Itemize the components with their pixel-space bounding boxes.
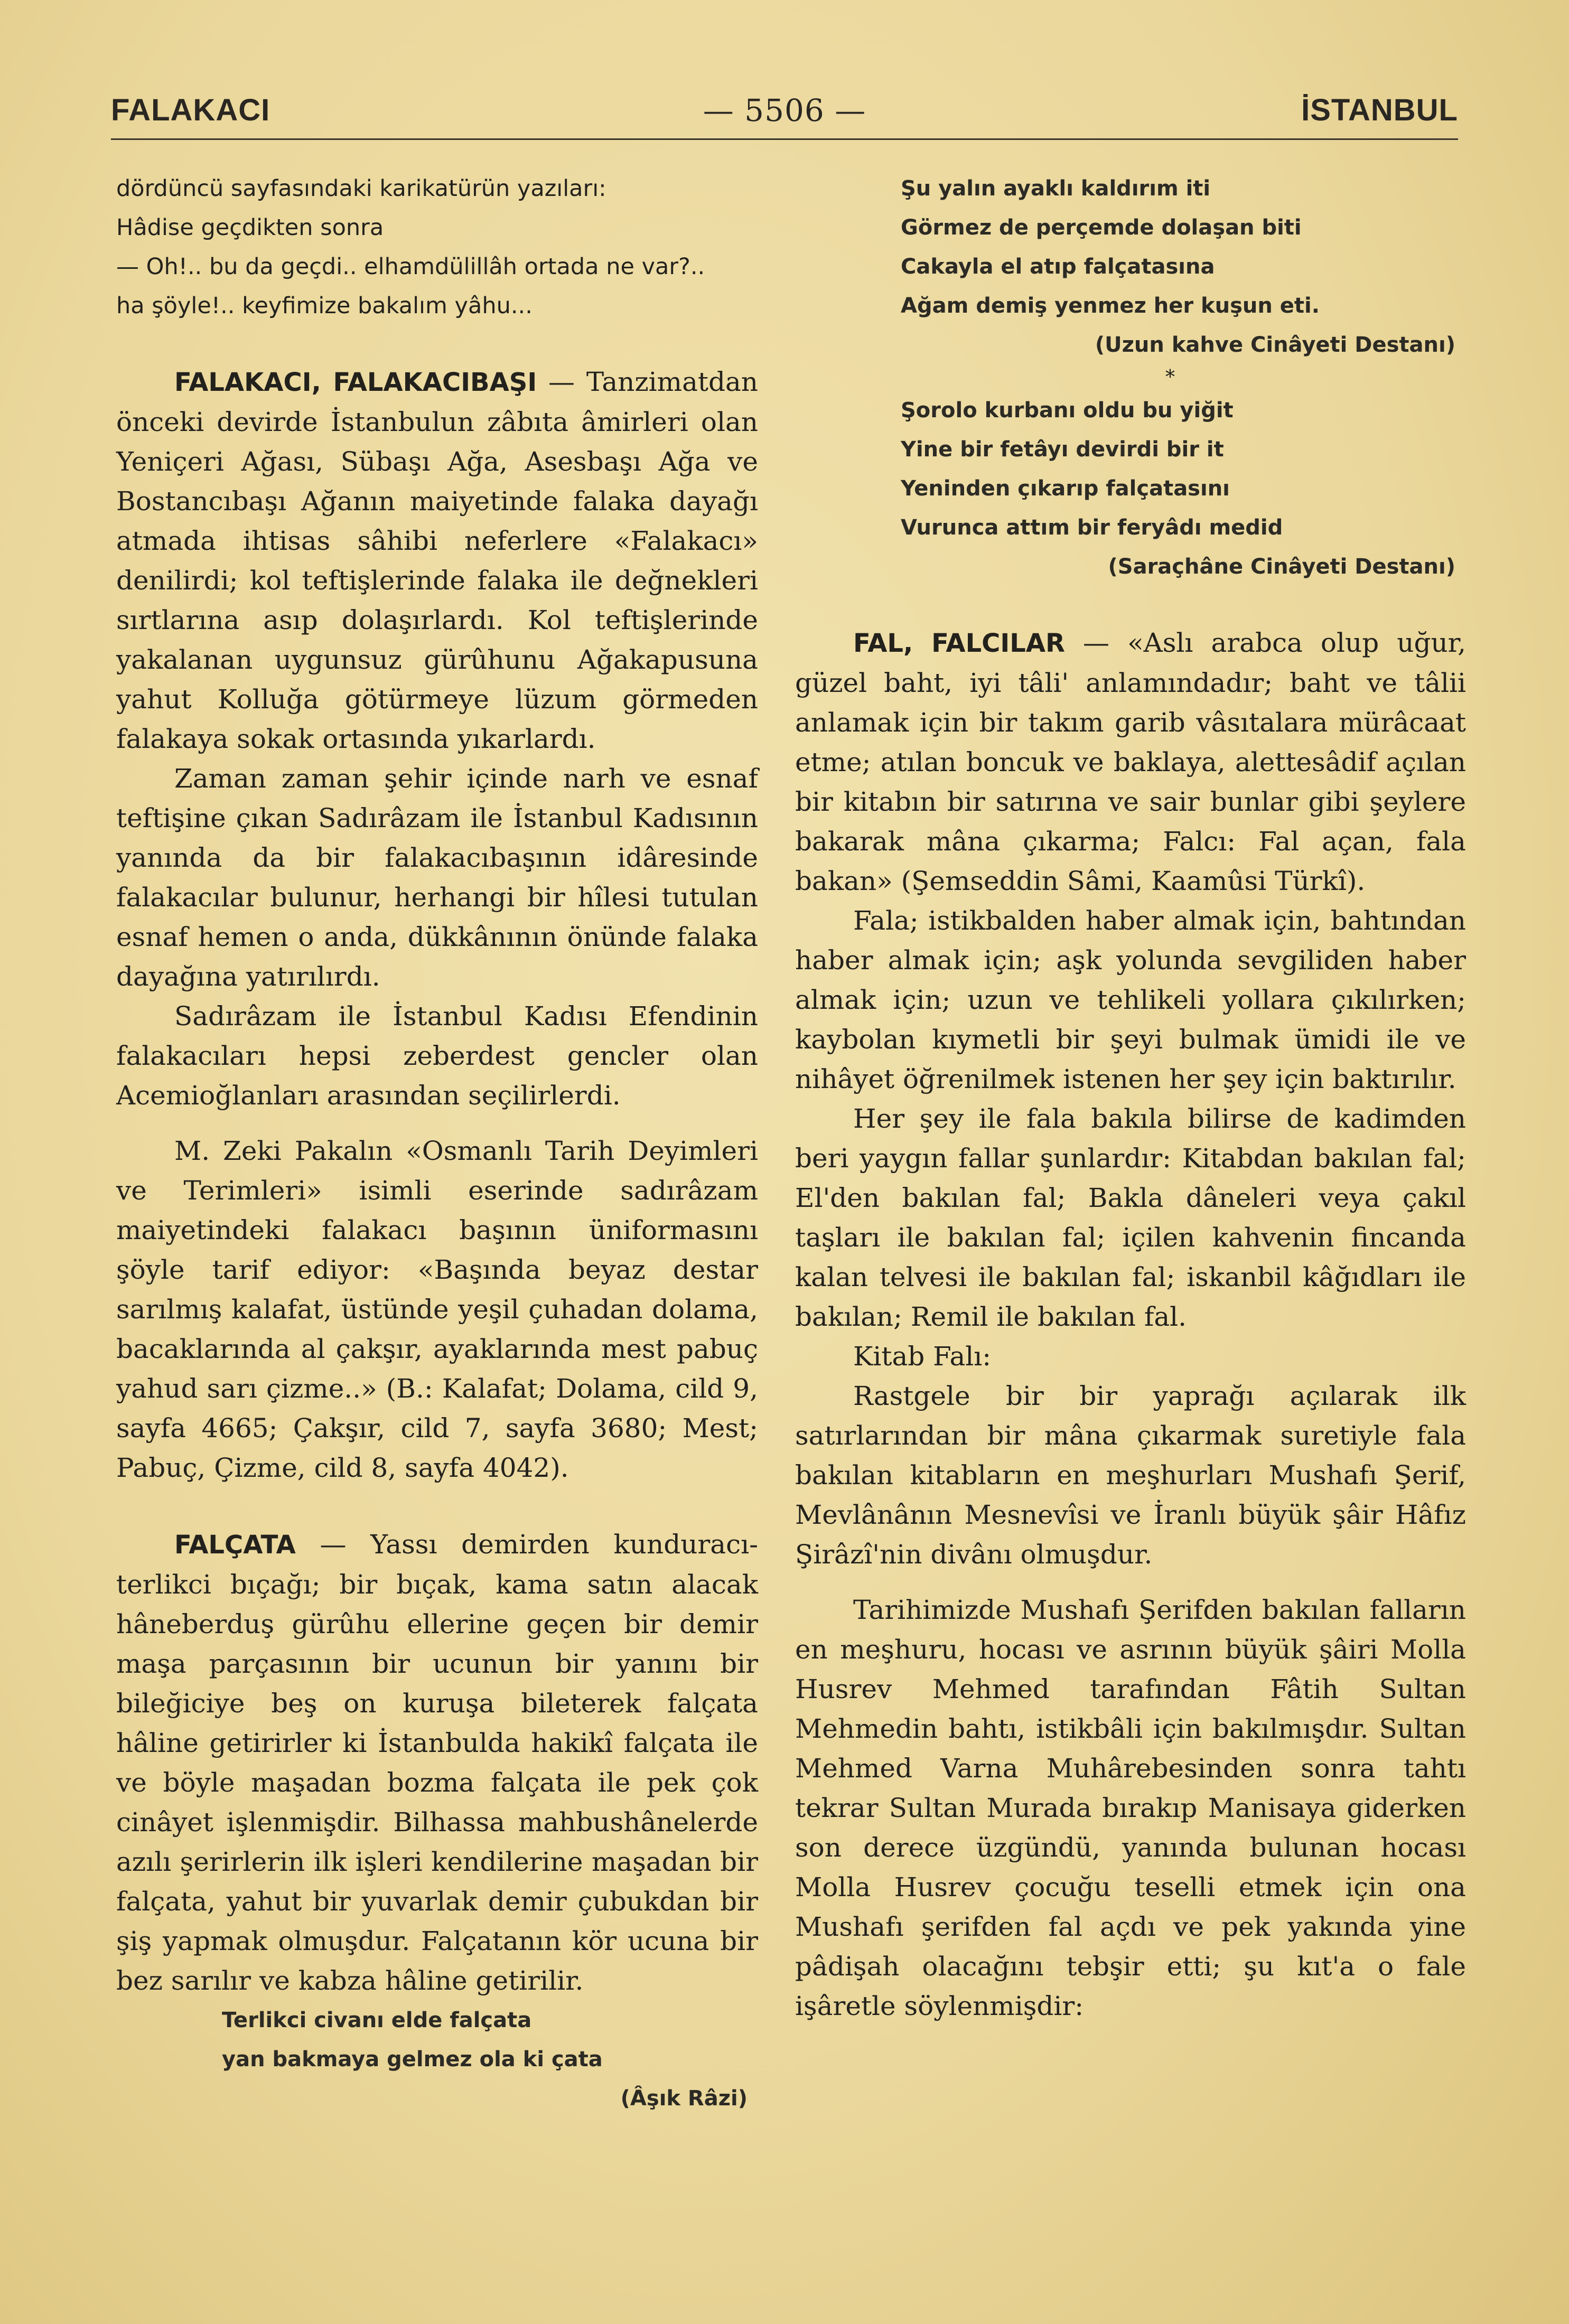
paragraph: Zaman zaman şehir içinde narh ve esnaf teftişine çıkan Sadırâzam ile İstanbul Kadısının yanında da bir falakacıbaşının idâresinde falakacılar bulunur, herhangi bir hîlesi tutulan esnaf hemen o anda, dükkânının önünde falaka dayağına yatırılırdı. [116,763,758,992]
paragraph: Tarihimizde Mushafı Şerifden bakılan falların en meşhuru, hocası ve asrının büyük şâiri Molla Husrev Mehmed tarafından Fâtih Sultan Mehmedin bahtı, istikbâli için bakılmışdır. Sultan Mehmed Varna Muhârebesinden sonra tahtı tekrar Sultan Murada bırakıp Manisaya giderken son derece üzgündü, yanında bulunan hocası Molla Husrev çocuğu teselli etmek için ona Mushafı şerifden fal açdı ve pek yakında yine pâdişah olacağını tebşir etti; şu kıt'a o fale işâretle söylenmişdir: [795,1595,1466,2021]
separator-star: * [1165,367,1175,388]
header-left: FALAKACI [111,93,270,127]
verse-line: Yine bir fetâyı devirdi bir it [901,437,1224,462]
intro-line: Hâdise geçdikten sonra [116,214,384,241]
intro-line: ha şöyle!.. keyfimize bakalım yâhu... [116,293,533,319]
spacer [795,1575,1466,1590]
spacer [795,586,1466,623]
verse-line: Ağam demiş yenmez her kuşun eti. [901,294,1320,318]
spacer [116,1116,758,1131]
paragraph: Her şey ile fala bakıla bilirse de kadimden beri yaygın fallar şunlardır: Kitabdan bakılan fal; El'den bakılan fal; Bakla dâneleri veya çakıl taşları ile bakılan fal; içilen kahvenin fincanda kalan telvesi ile bakılan fal; iskanbil kâğıdları ile bakılan; Remil ile bakılan fal. [795,1103,1466,1332]
spacer [116,325,758,362]
falakaci-entry [116,362,758,759]
subheading: Kitab Falı: [853,1341,992,1372]
paragraph: Rastgele bir bir yaprağı açılarak ilk satırlarından bir mâna çıkarmak suretiyle fala bakılan kitabların en meşhurları Mushafı Şerif, Mevlânânın Mesnevîsi ve İranlı büyük şâir Hâfız Şirâzî'nin divânı olmuşdur. [795,1381,1466,1570]
entry-heading: FALAKACI, FALAKACIBAŞI [174,368,537,397]
entry-text: — «Aslı arabca olup uğur, güzel baht, iyi tâli' anlamındadır; baht ve tâlii anlamak için bir takım garib vâsıtalara mürâcaat etme; atılan boncuk ve baklaya, alettesâdif açılan bir kitabın bir satırına ve sair bunlar gibi şeylere bakarak mâna çıkarma; Falcı: Fal açan, fala bakan» (Şemseddin Sâmi, Kaamûsi Türkî). [795,627,1466,896]
falcata-entry [116,1525,758,2001]
fal-entry [795,623,1466,901]
entry-text: — Yassı demirden kunduracı-terlikci bıçağı; bir bıçak, kama satın alacak hâneberduş gürûhu ellerine geçen bir demir maşa parçasının bir ucunun bir yanını bir bileğiciye beş on kuruşa bileterek falçata hâline getirirler ki İstanbulda hakikî falçata ile ve böyle maşadan bozma falçata ile pek çok cinâyet işlenmişdir. Bilhassa mahbushânelerde azılı şerirlerin ilk işleri kendilerine maşadan bir falçata, yahut bir yuvarlak demir çubukdan bir şiş yapmak olmuşdur. Falçatanın kör ucuna bir bez sarılır ve kabza hâline getirilir. [116,1529,758,1996]
verse-line: Vurunca attım bir feryâdı medid [901,516,1283,540]
running-header [111,92,1458,135]
verse-source: (Uzun kahve Cinâyeti Destanı) [1095,333,1455,357]
verse-line: yan bakmaya gelmez ola ki çata [222,2047,603,2072]
verse-line: Yeninden çıkarıp falçatasını [901,476,1230,501]
paragraph: M. Zeki Pakalın «Osmanlı Tarih Deyimleri ve Terimleri» isimli eserinde sadırâzam maiyetindeki falakacı başının üniformasını şöyle tarif ediyor: «Başında beyaz destar sarılmış kalafat, üstünde yeşil çuhadan dolama, bacaklarında al çakşır, ayaklarında mest pabuç yahud sarı çizme..» (B.: Kalafat; Dolama, cild 9, sayfa 4665; Çakşır, cild 7, sayfa 3680; Mest; Pabuç, Çizme, cild 8, sayfa 4042). [116,1136,758,1483]
verse-line: Şorolo kurbanı oldu bu yiğit [901,398,1234,423]
verse-line: Terlikci civanı elde falçata [222,2008,532,2032]
intro-line: dördüncü sayfasındaki karikatürün yazıları: [116,175,606,202]
paragraph: Fala; istikbalden haber almak için, bahtından haber almak için; aşk yolunda sevgiliden haber almak için; uzun ve tehlikeli yollara çıkılırken; kaybolan kıymetli bir şeyi bulmak ümidi ile ve nihâyet öğrenilmek istenen her şey için baktırılır. [795,905,1466,1094]
page-number: — 5506 — [703,92,866,128]
left-column [116,169,758,2118]
intro-line: — Oh!.. bu da geçdi.. elhamdülillâh ortada ne var?.. [116,254,705,280]
verse-source: (Saraçhâne Cinâyeti Destanı) [1108,555,1455,579]
right-column [795,169,1466,2026]
header-right: İSTANBUL [1301,93,1458,127]
entry-heading: FAL, FALCILAR [853,629,1065,658]
verse-line: Cakayla el atıp falçatasına [901,255,1215,279]
paragraph: Sadırâzam ile İstanbul Kadısı Efendinin falakacıları hepsi zeberdest gencler olan Acemioğlanları arasından seçilirlerdi. [116,1001,758,1111]
entry-text: — Tanzimatdan önceki devirde İstanbulun zâbıta âmirleri olan Yeniçeri Ağası, Sübaşı Ağa, Asesbaşı Ağa ve Bostancıbaşı Ağanın maiyetinde falaka dayağı atmada ihtisas sâhibi neferlere «Falakacı» denilirdi; kol teftişlerinde falaka ile değnekleri sırtlarına asıp dolaşırlardı. Kol teftişlerinde yakalanan uygunsuz gürûhunu Ağakapusuna yahut Kolluğa götürmeye lüzum görmeden falakaya sokak ortasında yıkarlardı. [116,367,758,754]
verse-line: Görmez de perçemde dolaşan biti [901,215,1302,240]
entry-heading: FALÇATA [174,1530,296,1560]
verse-source: (Âşık Râzi) [620,2086,748,2111]
header-rule [111,138,1458,140]
spacer [116,1488,758,1525]
verse-line: Şu yalın ayaklı kaldırım iti [901,176,1211,201]
